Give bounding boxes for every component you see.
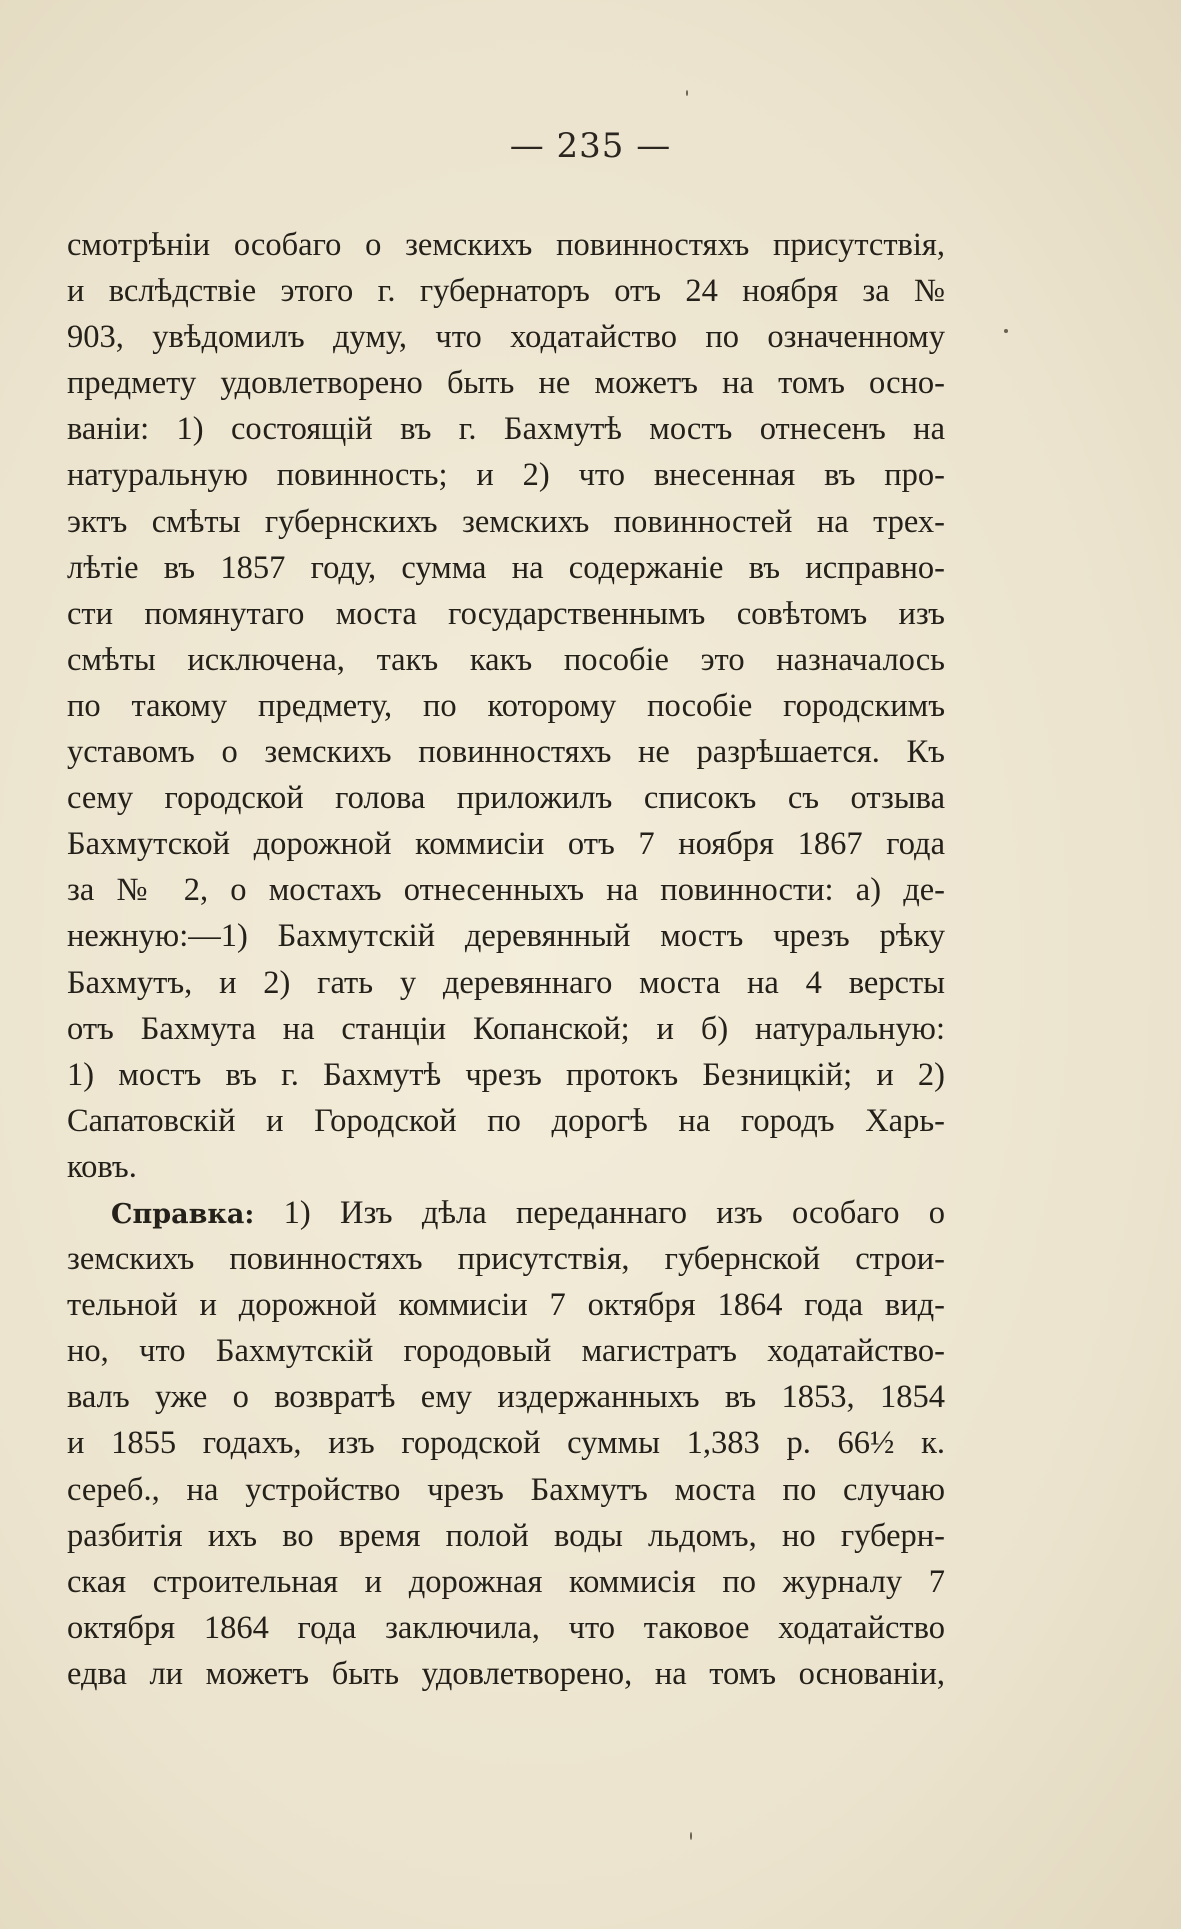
text-line: уставомъ о земскихъ повинностяхъ не разрѣшается. Къ bbox=[67, 734, 945, 771]
text-line: и 1855 годахъ, изъ городской суммы 1,383 р. 66½ к. bbox=[67, 1425, 945, 1462]
text-line: смѣты исключена, такъ какъ пособіе это назначалось bbox=[67, 641, 945, 678]
text-line: разбитія ихъ во время полой воды льдомъ, но губерн- bbox=[67, 1517, 945, 1554]
text-line: нежную:—1) Бахмутскій деревянный мостъ чрезъ рѣку bbox=[67, 918, 945, 955]
text-line: сереб., на устройство чрезъ Бахмутъ моста по случаю bbox=[67, 1471, 945, 1508]
text-line: ковъ. bbox=[67, 1148, 137, 1185]
paper-speck bbox=[1004, 329, 1008, 333]
text-line: Бахмутъ, и 2) гать у деревяннаго моста на 4 версты bbox=[67, 964, 945, 1001]
text-line: и вслѣдствіе этого г. губернаторъ отъ 24 ноября за № bbox=[67, 273, 945, 310]
text-line: за № 2, о мостахъ отнесенныхъ на повинности: а) де- bbox=[67, 872, 945, 909]
text-line: натуральную повинность; и 2) что внесенная въ про- bbox=[67, 457, 945, 494]
text-line: но, что Бахмутскій городовый магистратъ ходатайство- bbox=[67, 1333, 945, 1370]
text-line: Сапатовскій и Городской по дорогѣ на городъ Харь- bbox=[67, 1102, 945, 1139]
text-line: Бахмутской дорожной коммисіи отъ 7 ноября 1867 года bbox=[67, 826, 945, 863]
text-line: сти помянутаго моста государственнымъ совѣтомъ изъ bbox=[67, 595, 945, 632]
text-line-rest: 1) Изъ дѣла переданнаго изъ особаго о bbox=[283, 1194, 945, 1231]
text-line: эктъ смѣты губернскихъ земскихъ повинностей на трех- bbox=[67, 503, 945, 540]
text-line: по такому предмету, по которому пособіе городскимъ bbox=[67, 687, 945, 724]
paragraph-1 bbox=[67, 222, 945, 1190]
text-line: предмету удовлетворено быть не можетъ на томъ осно- bbox=[67, 365, 945, 402]
text-line: октября 1864 года заключила, что таковое ходатайство bbox=[67, 1609, 945, 1646]
reference-heading: Справка: bbox=[111, 1198, 255, 1230]
text-line: земскихъ повинностяхъ присутствія, губернской строи- bbox=[67, 1241, 945, 1278]
text-line: ваніи: 1) состоящій въ г. Бахмутѣ мостъ отнесенъ на bbox=[67, 411, 945, 448]
body-text bbox=[67, 222, 945, 1697]
paper-speck bbox=[690, 1832, 692, 1840]
text-line: сему городской голова приложилъ списокъ съ отзыва bbox=[67, 780, 945, 817]
text-line: отъ Бахмута на станціи Копанской; и б) натуральную: bbox=[67, 1010, 945, 1047]
text-line: едва ли можетъ быть удовлетворено, на томъ основаніи, bbox=[67, 1655, 945, 1692]
text-line: 1) мостъ въ г. Бахмутѣ чрезъ протокъ Безницкій; и 2) bbox=[67, 1056, 945, 1093]
text-line: 903, увѣдомилъ думу, что ходатайство по означенному bbox=[67, 319, 945, 356]
page-number: — 235 — bbox=[509, 126, 672, 166]
text-line bbox=[67, 1190, 945, 1236]
text-line: валъ уже о возвратѣ ему издержанныхъ въ 1853, 1854 bbox=[67, 1379, 945, 1416]
text-line: тельной и дорожной коммисіи 7 октября 1864 года вид- bbox=[67, 1287, 945, 1324]
text-line: ская строительная и дорожная коммисія по журналу 7 bbox=[67, 1563, 945, 1600]
paragraph-2 bbox=[67, 1190, 945, 1697]
text-line: лѣтіе въ 1857 году, сумма на содержаніе въ исправно- bbox=[67, 549, 945, 586]
paper-speck bbox=[686, 90, 688, 96]
text-line: смотрѣніи особаго о земскихъ повинностяхъ присутствія, bbox=[67, 227, 945, 263]
